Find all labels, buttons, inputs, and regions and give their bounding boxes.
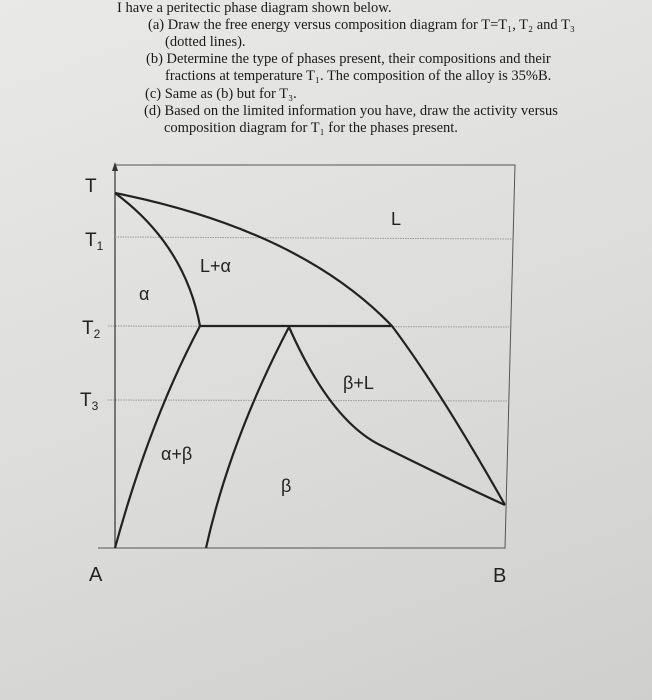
axis-arrow-icon xyxy=(112,162,118,171)
label-t2: $T_2$ xyxy=(82,318,101,341)
alpha-solvus-line xyxy=(115,326,200,548)
region-l-alpha: L+α xyxy=(200,256,231,276)
isotherm-t3 xyxy=(108,400,508,401)
component-a: A xyxy=(89,564,103,586)
part-a-line2: (dotted lines). xyxy=(165,34,246,50)
problem-intro: I have a peritectic phase diagram shown below. xyxy=(117,0,392,16)
region-alpha-beta: α+β xyxy=(161,444,193,464)
region-liquid: L xyxy=(391,209,402,229)
component-b: B xyxy=(493,565,507,587)
beta-solidus-line xyxy=(289,327,505,505)
part-d-line1: (d) Based on the limited information you have, draw the activity versus xyxy=(144,103,558,119)
region-beta-l: β+L xyxy=(343,373,374,393)
part-d-line2: composition diagram for T₁ for the phases present. xyxy=(164,120,458,136)
label-t1: $T_1$ xyxy=(85,230,104,253)
beta-solvus-line xyxy=(206,327,292,548)
region-alpha: α xyxy=(139,284,150,304)
part-c-line1: (c) Same as (b) but for T₃. xyxy=(145,86,297,102)
diagram-frame xyxy=(98,165,515,548)
alpha-solidus-line xyxy=(115,193,200,326)
part-a-line1: (a) Draw the free energy versus composition diagram for T=T₁, T₂ and T₃ xyxy=(148,17,575,33)
isotherm-t1 xyxy=(115,237,512,239)
part-b-line2: fractions at temperature T₁. The composition of the alloy is 35%B. xyxy=(165,68,552,84)
part-b-line1: (b) Determine the type of phases present, their compositions and their xyxy=(146,51,551,67)
label-t3: $T_3$ xyxy=(80,390,99,413)
region-beta: β xyxy=(281,476,292,496)
axis-label-t: T xyxy=(85,176,97,197)
